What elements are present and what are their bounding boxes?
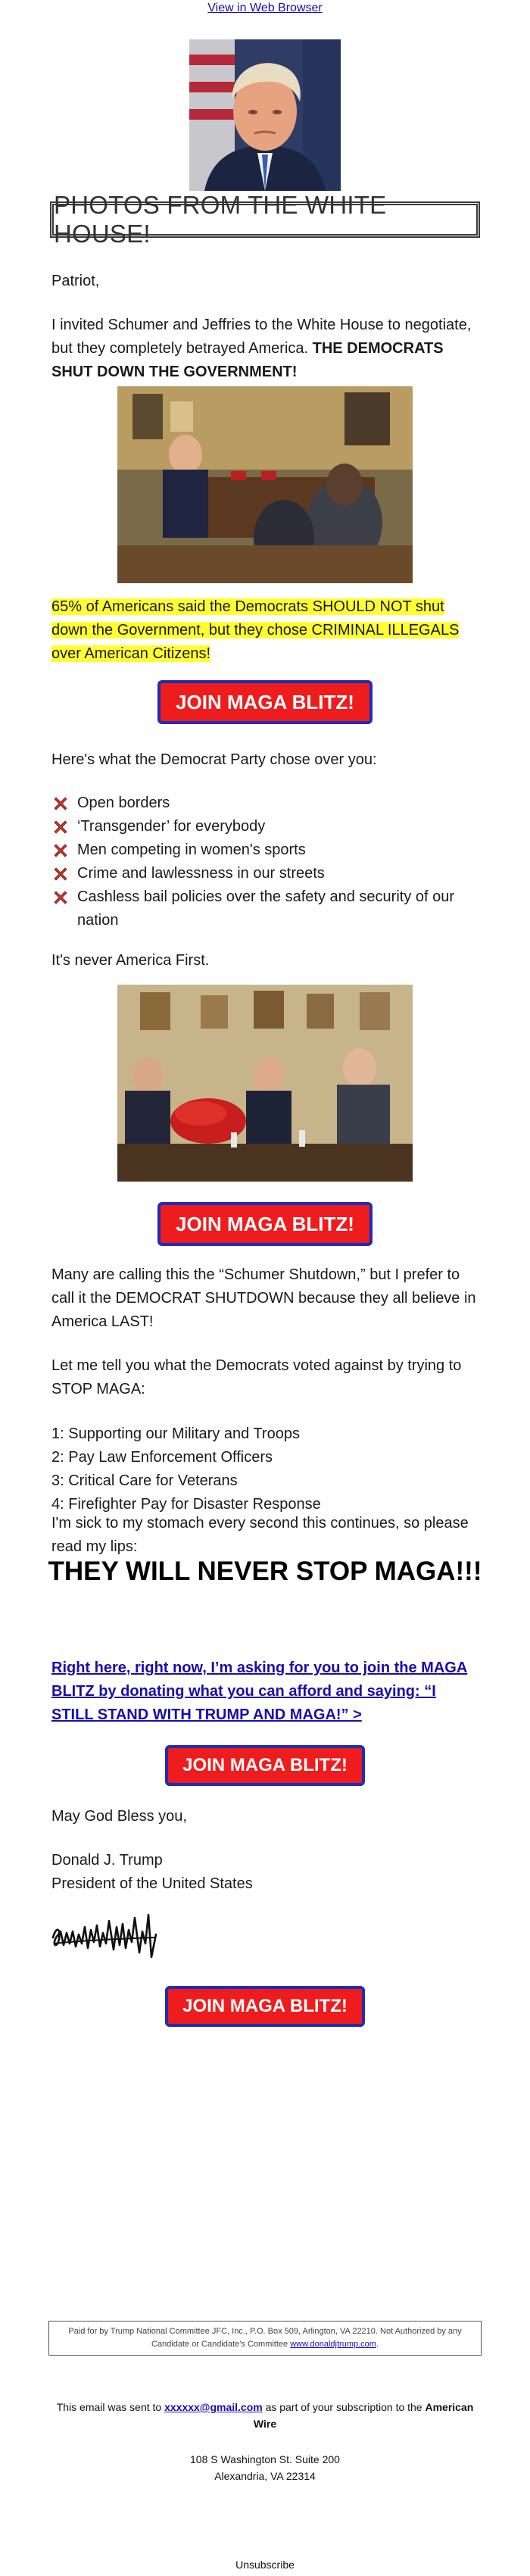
- join-maga-blitz-button[interactable]: [165, 1745, 365, 1786]
- list-item: [51, 862, 479, 885]
- cross-mark-icon: [51, 795, 70, 813]
- address-line-2: Alexandria, VA 22314: [214, 2470, 316, 2482]
- list-item-text: Men competing in women's sports: [77, 841, 306, 858]
- unsubscribe-row: [0, 2557, 530, 2572]
- intro-text: I invited Schumer and Jeffries to the White House to negotiate, but they completely betrayed America.: [51, 317, 472, 357]
- list-item: [51, 815, 479, 838]
- highlighted-text: 65% of Americans said the Democrats SHOULD NOT shut down the Government, but they chose CRIMINAL ILLEGALS over American Citizens!: [51, 598, 460, 662]
- chose-intro: Here's what the Democrat Party chose over you:: [51, 751, 377, 768]
- list-item: [51, 838, 479, 862]
- sent-prefix: This email was sent to: [56, 2401, 162, 2413]
- subscription-notice: [45, 2399, 485, 2432]
- voted-against-intro: Let me tell you what the Democrats voted against by trying to STOP MAGA:: [51, 1357, 462, 1397]
- chose-list: [51, 792, 479, 932]
- signature: [50, 1904, 164, 1965]
- list-item-text: Cashless bail policies over the safety and security of our nation: [77, 888, 455, 929]
- oval-office-photo: [117, 386, 413, 583]
- mailing-address: [0, 2451, 530, 2484]
- voted-against-list: [51, 1422, 479, 1516]
- recipient-email-link[interactable]: xxxxxx@gmail.com: [164, 2401, 263, 2413]
- sent-middle: as part of your subscription to the: [265, 2401, 422, 2413]
- signer-name: Donald J. Trump: [51, 1852, 163, 1869]
- paid-for-text-wrap: [58, 2325, 472, 2351]
- highlight-paragraph: [51, 595, 479, 666]
- website-link[interactable]: www.donaldjtrump.com: [290, 2340, 376, 2349]
- read-my-lips-paragraph: I'm sick to my stomach every second this continues, so please read my lips:: [51, 1515, 469, 1555]
- cross-mark-icon: [51, 818, 70, 836]
- intro-paragraph: [51, 314, 479, 384]
- list-item-text: ‘Transgender’ for everybody: [77, 818, 266, 835]
- list-item: 3: Critical Care for Veterans: [51, 1472, 238, 1489]
- cross-mark-icon: [51, 841, 70, 860]
- address-line-1: 108 S Washington St. Suite 200: [190, 2453, 340, 2465]
- view-in-browser-row: [0, 0, 530, 17]
- signer-title: President of the United States: [51, 1875, 253, 1892]
- closing: May God Bless you,: [51, 1808, 187, 1825]
- donate-link[interactable]: Right here, right now, I’m asking for you to join the MAGA BLITZ by donating what you can afford and saying: “I STILL STAND WITH TRUMP AND MAGA!” >: [51, 1660, 468, 1723]
- page-title: PHOTOS FROM THE WHITE HOUSE!: [54, 191, 387, 248]
- join-maga-blitz-label: JOIN MAGA BLITZ!: [176, 1212, 354, 1235]
- intro-bold-text: THE DEMOCRATS SHUT DOWN THE GOVERNMENT!: [51, 340, 444, 380]
- president-portrait: [189, 39, 341, 191]
- never-america-first: It's never America First.: [51, 952, 210, 969]
- list-name: American Wire: [253, 2401, 474, 2430]
- photos-title-box: [50, 191, 480, 248]
- list-item: 1: Supporting our Military and Troops: [51, 1425, 300, 1442]
- join-maga-blitz-label: JOIN MAGA BLITZ!: [182, 1755, 348, 1775]
- list-item: 4: Firefighter Pay for Disaster Response: [51, 1496, 321, 1513]
- cross-mark-icon: [51, 865, 70, 883]
- unsubscribe-link[interactable]: Unsubscribe: [235, 2559, 295, 2571]
- list-item: [51, 792, 479, 815]
- paid-for-disclaimer: [48, 2321, 482, 2356]
- greeting: Patriot,: [51, 273, 100, 289]
- join-maga-blitz-button[interactable]: [157, 1202, 373, 1246]
- join-maga-blitz-label: JOIN MAGA BLITZ!: [176, 690, 354, 713]
- join-maga-blitz-button[interactable]: [157, 680, 373, 724]
- website-link-suffix: .: [376, 2340, 379, 2349]
- white-house-meeting-photo: [117, 985, 413, 1182]
- list-item-text: Crime and lawlessness in our streets: [77, 865, 325, 882]
- paid-for-text: Paid for by Trump National Committee JFC, Inc., P.O. Box 509, Arlington, VA 22210. Not Authorized by any Candidate or Candidate’s Committee: [68, 2327, 462, 2349]
- never-stop-maga-headline: THEY WILL NEVER STOP MAGA!!!: [48, 1557, 482, 1586]
- list-item-text: Open borders: [77, 795, 170, 811]
- view-in-browser-link[interactable]: View in Web Browser: [207, 2, 323, 14]
- list-item: 2: Pay Law Enforcement Officers: [51, 1449, 273, 1466]
- cross-mark-icon: [51, 888, 70, 907]
- list-item: [51, 885, 479, 932]
- join-maga-blitz-button[interactable]: [165, 1986, 365, 2027]
- join-maga-blitz-label: JOIN MAGA BLITZ!: [182, 1996, 348, 2016]
- shutdown-paragraph: Many are calling this the “Schumer Shutdown,” but I prefer to call it the DEMOCRAT SHUTDOWN because they all believe in America LAST!: [51, 1266, 476, 1330]
